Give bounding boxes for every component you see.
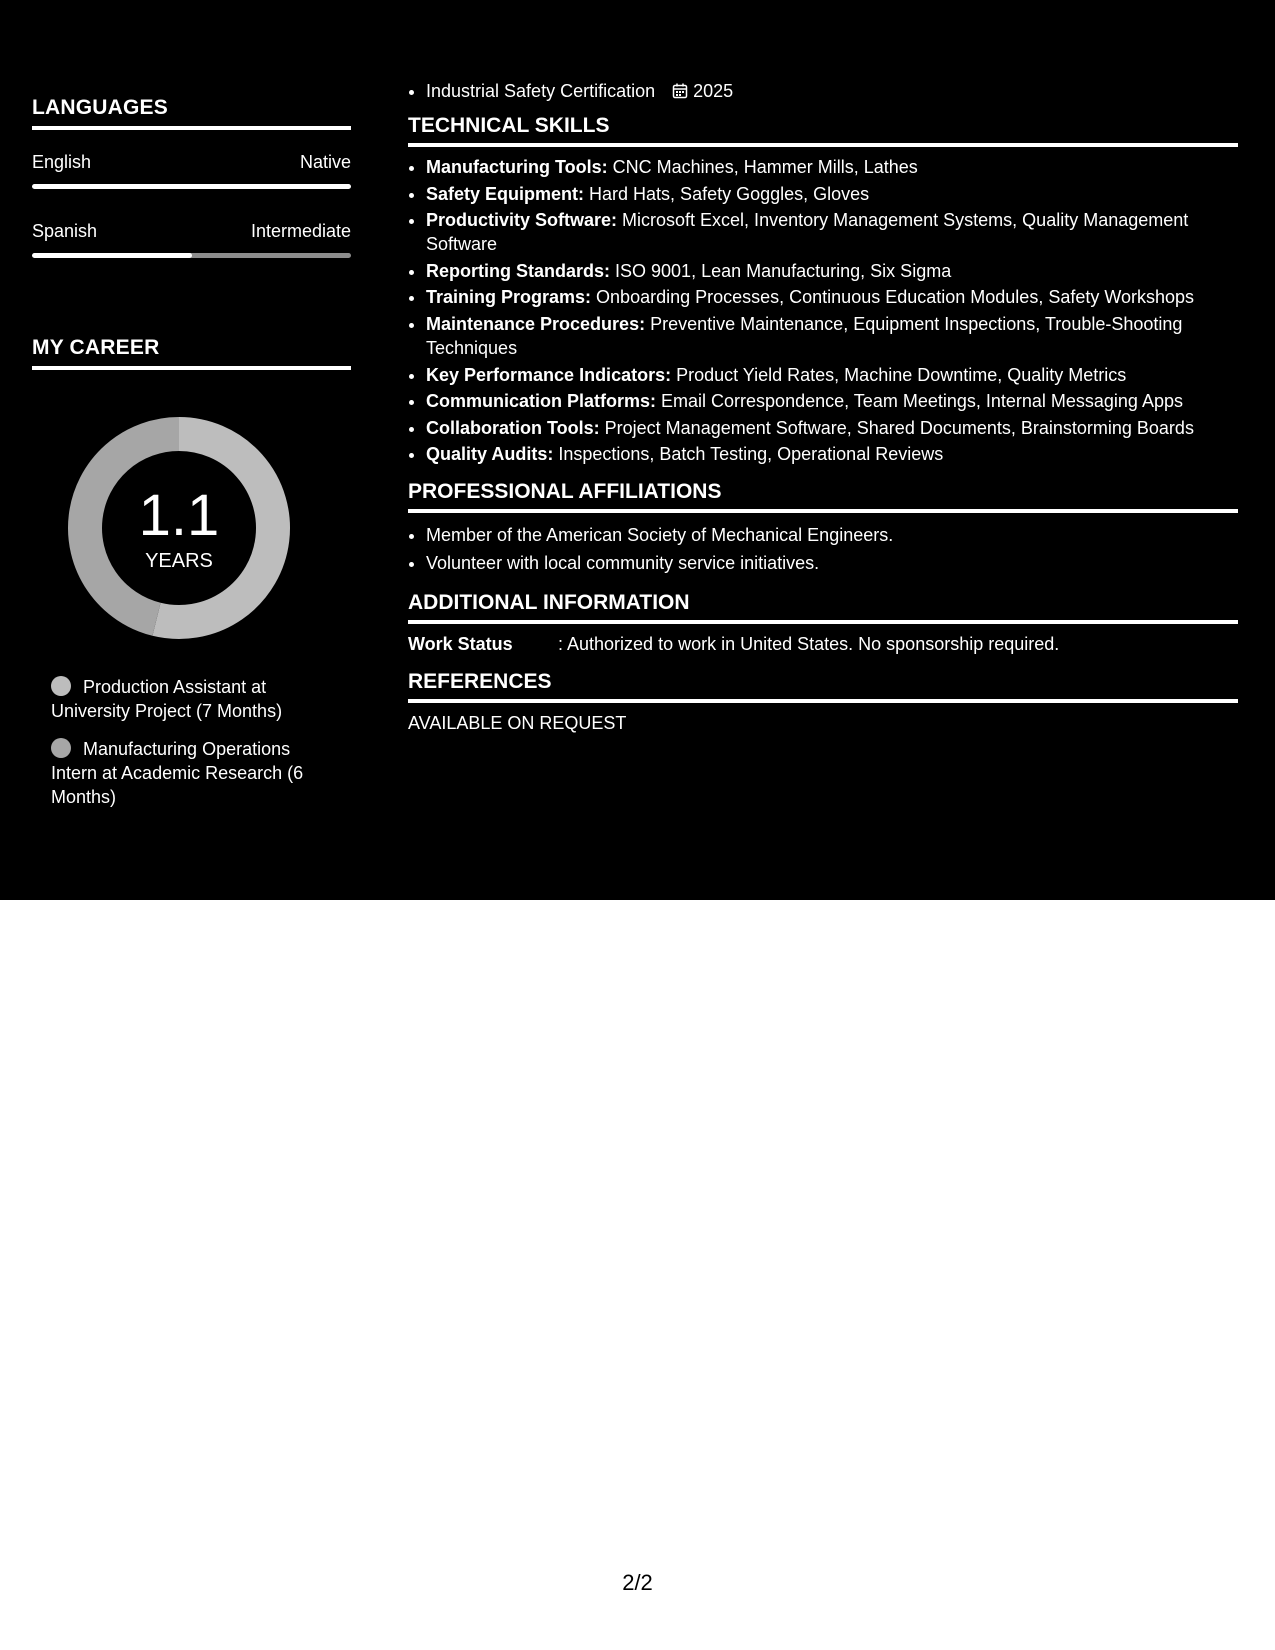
career-legend-dot: [51, 676, 71, 696]
language-proficiency-fill: [32, 184, 351, 189]
technical-skills-heading: TECHNICAL SKILLS: [408, 114, 1238, 147]
work-status-row: [408, 632, 1238, 656]
skill-category: Communication Platforms:: [426, 391, 657, 412]
skill-values: ISO 9001, Lean Manufacturing, Six Sigma: [610, 260, 952, 281]
skill-values: Onboarding Processes, Continuous Education Modules, Safety Workshops: [591, 287, 1195, 308]
certification-list: [408, 78, 1238, 104]
certification-name: Industrial Safety Certification: [426, 81, 656, 101]
skill-values: CNC Machines, Hammer Mills, Lathes: [607, 157, 918, 177]
career-item-text: Production Assistant at University Project (7 Months): [51, 677, 283, 721]
skill-item: [426, 182, 1238, 206]
career-years-unit: YEARS: [145, 550, 213, 572]
work-status-label: Work Status: [408, 634, 513, 655]
skill-values: Project Management Software, Shared Documents, Brainstorming Boards: [599, 417, 1194, 438]
skill-category: Quality Audits:: [426, 444, 554, 465]
language-level: Intermediate: [250, 221, 351, 241]
skill-values: Hard Hats, Safety Goggles, Gloves: [584, 183, 870, 204]
skill-category: Reporting Standards:: [426, 260, 611, 281]
calendar-icon: [672, 83, 688, 99]
career-item: [51, 737, 331, 809]
affiliations-heading: PROFESSIONAL AFFILIATIONS: [408, 480, 1238, 513]
skill-values: Email Correspondence, Team Meetings, Internal Messaging Apps: [656, 391, 1183, 412]
language-english: [32, 152, 351, 173]
skill-category: Productivity Software:: [426, 210, 618, 231]
affiliations-list: [408, 521, 1238, 577]
skill-item: [426, 416, 1238, 440]
skill-item: [426, 442, 1238, 466]
skill-values: Preventive Maintenance, Equipment Inspections, Trouble-Shooting Techniques: [426, 313, 1183, 358]
career-legend-dot: [51, 738, 71, 758]
skill-item: [426, 155, 1238, 179]
career-item: [51, 675, 331, 723]
language-spanish: [32, 221, 351, 242]
skill-category: Collaboration Tools:: [426, 417, 600, 438]
language-proficiency-bar: [32, 184, 351, 189]
technical-skills-list: [408, 155, 1238, 466]
additional-info-heading: ADDITIONAL INFORMATION: [408, 591, 1238, 624]
language-name: Spanish: [32, 221, 98, 241]
career-item-text: Manufacturing Operations Intern at Academic Research (6 Months): [51, 739, 304, 807]
language-proficiency-fill: [32, 253, 192, 258]
career-years-value: 1.1: [138, 483, 220, 548]
skill-item: [426, 285, 1238, 309]
main-column: [382, 0, 1275, 900]
affiliation-item: • Volunteer with local community service initiatives.: [426, 549, 1238, 577]
references-text: AVAILABLE ON REQUEST: [408, 713, 627, 734]
skill-values: Inspections, Batch Testing, Operational Reviews: [553, 444, 944, 465]
career-donut-chart: [66, 415, 292, 641]
language-name: English: [32, 152, 92, 172]
skill-item: [426, 363, 1238, 387]
sidebar: [0, 0, 382, 900]
references-heading: REFERENCES: [408, 670, 1238, 703]
skill-category: Safety Equipment:: [426, 183, 585, 204]
affiliation-item: • Member of the American Society of Mechanical Engineers.: [426, 521, 1238, 549]
skill-category: Maintenance Procedures:: [426, 313, 646, 334]
skill-item: [426, 259, 1238, 283]
skill-category: Training Programs:: [426, 287, 592, 308]
certification-item: [426, 78, 1238, 104]
language-level: Native: [299, 152, 351, 172]
languages-heading: LANGUAGES: [32, 96, 351, 130]
skill-item: [426, 389, 1238, 413]
work-status-value: : Authorized to work in United States. No sponsorship required.: [558, 634, 1060, 655]
skill-category: Manufacturing Tools:: [426, 157, 608, 177]
skill-category: Key Performance Indicators:: [426, 364, 672, 385]
page-number: 2/2: [622, 1570, 653, 1595]
skill-values: Product Yield Rates, Machine Downtime, Quality Metrics: [671, 364, 1127, 385]
certification-year: 2025: [693, 81, 734, 101]
skill-values: Microsoft Excel, Inventory Management Systems, Quality Management Software: [426, 210, 1189, 255]
language-proficiency-bar: [32, 253, 351, 258]
skill-item: [426, 208, 1238, 256]
skill-item: [426, 312, 1238, 360]
career-heading: MY CAREER: [32, 336, 351, 370]
